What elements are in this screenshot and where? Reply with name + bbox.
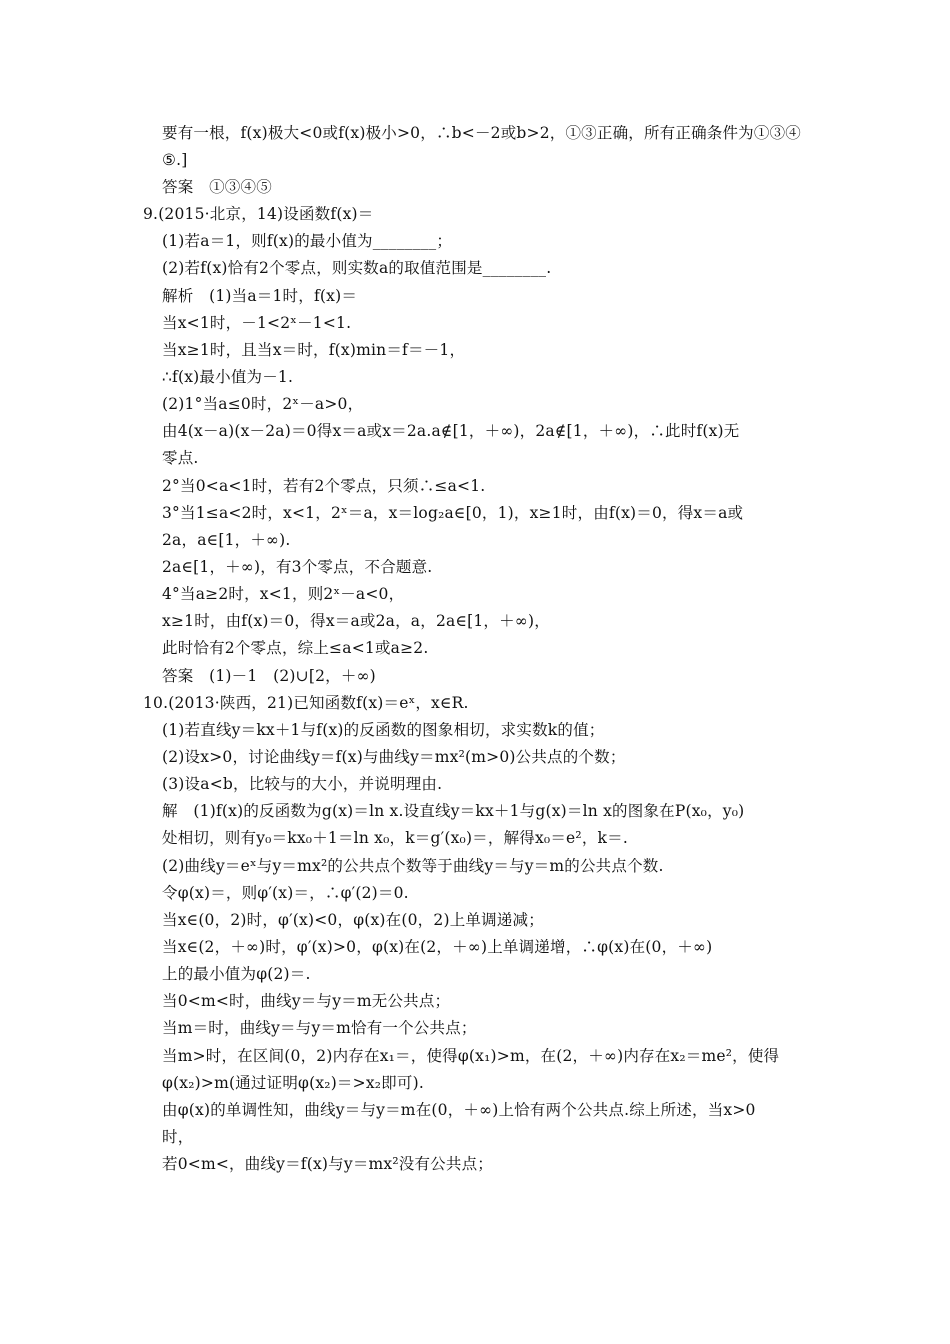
text-line: 零点. <box>162 449 199 467</box>
text-line: 时， <box>162 1128 194 1146</box>
answer-line: 答案 ①③④⑤ <box>162 178 272 196</box>
text-line: 当x∈(2，＋∞)时，φ′(x)>0，φ(x)在(2，＋∞)上单调递增，∴φ(x)在(0，＋∞) <box>162 938 713 956</box>
text-line: (1)若a＝1，则f(x)的最小值为________； <box>162 232 453 250</box>
text-line: x≥1时，由f(x)＝0，得x＝a或2a，a，2a∈[1，＋∞)， <box>162 612 550 630</box>
text-line: 当m＝时，曲线y＝与y＝m恰有一个公共点； <box>162 1019 477 1037</box>
problem-9-heading: 9.(2015·北京，14)设函数f(x)＝ <box>143 205 374 223</box>
text-line: ∴f(x)最小值为－1. <box>162 368 294 386</box>
text-line: (2)曲线y＝eˣ与y＝mx²的公共点个数等于曲线y＝与y＝m的公共点个数. <box>162 857 664 875</box>
text-line: 由4(x－a)(x－2a)＝0得x＝a或x＝2a.a∉[1，＋∞)，2a∉[1，＋∞)，∴此时f(x)无 <box>162 422 740 440</box>
text-line: 4°当a≥2时，x<1，则2ˣ－a<0， <box>162 585 405 603</box>
text-line: 2a，a∈[1，＋∞). <box>162 531 291 549</box>
text-line: (2)1°当a≤0时，2ˣ－a>0， <box>162 395 364 413</box>
text-line: 当x∈(0，2)时，φ′(x)<0，φ(x)在(0，2)上单调递减； <box>162 911 544 929</box>
text-line: 2°当0<a<1时，若有2个零点，只须∴≤a<1. <box>162 477 486 495</box>
solution-line: 解 (1)f(x)的反函数为g(x)＝ln x.设直线y＝kx＋1与g(x)＝ln x的图象在P(x₀，y₀) <box>162 802 745 820</box>
text-line: 当0<m<时，曲线y＝与y＝m无公共点； <box>162 992 451 1010</box>
text-line: φ(x₂)>m(通过证明φ(x₂)＝>x₂即可). <box>162 1074 424 1092</box>
text-line: 3°当1≤a<2时，x<1，2ˣ＝a，x＝log₂a∈[0，1)，x≥1时，由f(x)＝0，得x＝a或 <box>162 504 744 522</box>
answer-line: 答案 (1)－1 (2)∪[2，＋∞) <box>162 667 376 685</box>
text-line: (2)设x>0，讨论曲线y＝f(x)与曲线y＝mx²(m>0)公共点的个数； <box>162 748 626 766</box>
text-line: 当x≥1时，且当x＝时，f(x)min＝f＝－1， <box>162 341 466 359</box>
text-line: ⑤.] <box>162 151 188 169</box>
text-line: 令φ(x)＝，则φ′(x)＝，∴φ′(2)＝0. <box>162 884 409 902</box>
text-line: 要有一根，f(x)极大<0或f(x)极小>0，∴b<－2或b>2，①③正确，所有正确条件为①③④ <box>162 124 801 142</box>
text-line: (2)若f(x)恰有2个零点，则实数a的取值范围是________. <box>162 259 552 277</box>
text-line: 若0<m<，曲线y＝f(x)与y＝mx²没有公共点； <box>162 1155 493 1173</box>
text-line: 上的最小值为φ(2)＝. <box>162 965 311 983</box>
text-line: 此时恰有2个零点，综上≤a<1或a≥2. <box>162 639 429 657</box>
text-line: 当x<1时，－1<2ˣ－1<1. <box>162 314 352 332</box>
problem-10-heading: 10.(2013·陕西，21)已知函数f(x)＝eˣ，x∈R. <box>143 694 469 712</box>
analysis-line: 解析 (1)当a＝1时，f(x)＝ <box>162 287 358 305</box>
text-line: 由φ(x)的单调性知，曲线y＝与y＝m在(0，＋∞)上恰有两个公共点.综上所述，当x>0 <box>162 1101 756 1119</box>
text-line: 当m>时，在区间(0，2)内存在x₁＝，使得φ(x₁)>m，在(2，＋∞)内存在x₂＝me²，使得 <box>162 1047 780 1065</box>
text-line: (3)设a<b，比较与的大小，并说明理由. <box>162 775 443 793</box>
text-line: 处相切，则有y₀＝kx₀＋1＝ln x₀，k＝g′(x₀)＝，解得x₀＝e²，k＝. <box>162 829 628 847</box>
text-line: 2a∈[1，＋∞)，有3个零点，不合题意. <box>162 558 433 576</box>
text-line: (1)若直线y＝kx＋1与f(x)的反函数的图象相切，求实数k的值； <box>162 721 605 739</box>
